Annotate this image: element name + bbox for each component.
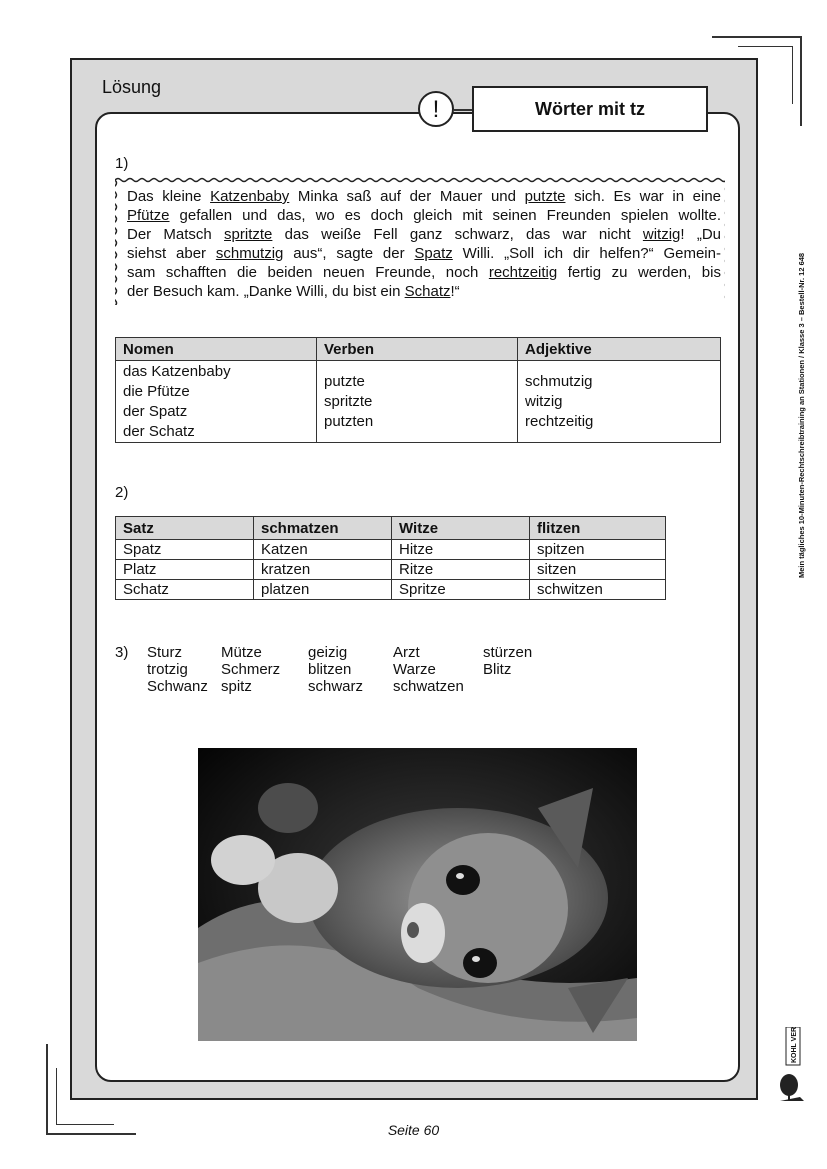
table-cell: Ritze bbox=[392, 560, 530, 580]
cell-word: der Spatz bbox=[123, 402, 188, 420]
word-type-table bbox=[115, 337, 721, 443]
word: Schmerz bbox=[221, 661, 281, 678]
cell-word: witzig bbox=[525, 392, 563, 410]
underlined-word: putzte bbox=[524, 188, 566, 205]
story-fragment: Minka saß auf der Mauer und bbox=[289, 188, 525, 205]
underlined-word: Pfütze bbox=[127, 207, 170, 224]
table-cell: Hitze bbox=[392, 540, 530, 560]
corner-line bbox=[46, 1044, 48, 1134]
table-row bbox=[116, 580, 666, 600]
table-cell bbox=[116, 361, 317, 443]
underlined-word: witzig bbox=[642, 226, 681, 243]
underlined-word: schmutzig bbox=[215, 245, 284, 262]
story-line bbox=[127, 225, 721, 244]
word: spitz bbox=[221, 678, 252, 695]
table-header: Adjektive bbox=[518, 338, 721, 361]
table-header: flitzen bbox=[530, 517, 666, 540]
story-line bbox=[127, 206, 721, 225]
page-number: Seite 60 bbox=[387, 1122, 440, 1138]
table-header: Witze bbox=[392, 517, 530, 540]
task-number: 2) bbox=[115, 484, 129, 501]
story-fragment: Willi. „Soll ich dir helfen?“ Gemein- bbox=[452, 245, 721, 262]
cell-word: putzten bbox=[324, 412, 374, 430]
page-title: Wörter mit tz bbox=[472, 86, 708, 132]
corner-line bbox=[56, 1068, 57, 1124]
table-row bbox=[116, 560, 666, 580]
table-cell: schwitzen bbox=[530, 580, 666, 600]
word: trotzig bbox=[147, 661, 188, 678]
story-fragment: sich. Es war in eine bbox=[565, 188, 722, 205]
table-cell: Platz bbox=[116, 560, 254, 580]
story-line bbox=[127, 187, 721, 206]
table-cell: Spatz bbox=[116, 540, 254, 560]
section-label: Lösung bbox=[102, 77, 162, 97]
table-cell: sitzen bbox=[530, 560, 666, 580]
story-line bbox=[127, 244, 721, 263]
story-line bbox=[127, 263, 721, 282]
word: Schwanz bbox=[147, 678, 208, 695]
task-number: 1) bbox=[115, 155, 129, 172]
story-fragment: gefallen und das, wo es doch gleich mit seinen Freunden spielen wollte. bbox=[169, 207, 721, 224]
story-fragment: fertig zu werden, bis bbox=[557, 264, 721, 281]
story-fragment: Das kleine bbox=[127, 188, 211, 205]
story-line bbox=[127, 282, 721, 301]
story-fragment: der Besuch kam. „Danke Willi, du bist ein bbox=[127, 283, 405, 300]
word: Blitz bbox=[483, 661, 512, 678]
story-fragment: das weiße Fell ganz schwarz, das war nicht bbox=[272, 226, 643, 243]
cell-word: schmutzig bbox=[525, 372, 593, 390]
cell-word: putzte bbox=[324, 372, 365, 390]
table-cell: Schatz bbox=[116, 580, 254, 600]
word: geizig bbox=[308, 644, 348, 661]
kitten-photo bbox=[198, 748, 637, 1041]
cell-word: das Katzenbaby bbox=[123, 362, 231, 380]
table-header: Satz bbox=[116, 517, 254, 540]
title-connector bbox=[454, 109, 472, 111]
word: schwatzen bbox=[393, 678, 464, 695]
word: Warze bbox=[393, 661, 436, 678]
cell-word: spritzte bbox=[324, 392, 373, 410]
word: Sturz bbox=[147, 644, 183, 661]
table-cell bbox=[518, 361, 721, 443]
cell-word: rechtzeitig bbox=[525, 412, 594, 430]
story-fragment: siehst aber bbox=[127, 245, 216, 262]
table-cell: Katzen bbox=[254, 540, 392, 560]
story-text bbox=[127, 187, 721, 301]
cell-word: die Pfütze bbox=[123, 382, 190, 400]
sidebar-text: Mein tägliches 10-Minuten-Rechtschreibtraining an Stationen / Klasse 3 – Bestell-Nr. 12 648 bbox=[797, 252, 806, 578]
underlined-word: spritzte bbox=[224, 226, 273, 243]
corner-line bbox=[738, 46, 792, 47]
exclamation-icon: ! bbox=[418, 91, 454, 127]
story-fragment: aus“, sagte der bbox=[283, 245, 415, 262]
word: Arzt bbox=[393, 644, 420, 661]
table-row bbox=[116, 540, 666, 560]
logo-text: KOHL VERLAG bbox=[791, 1027, 798, 1063]
underlined-word: rechtzeitig bbox=[488, 264, 558, 281]
table-header: Verben bbox=[317, 338, 518, 361]
word: blitzen bbox=[308, 661, 352, 678]
table-cell: spitzen bbox=[530, 540, 666, 560]
corner-line bbox=[712, 36, 800, 38]
task-number: 3) bbox=[115, 644, 129, 661]
word: Mütze bbox=[221, 644, 262, 661]
story-box bbox=[115, 177, 725, 305]
story-fragment: Der Matsch bbox=[127, 226, 225, 243]
table-cell: kratzen bbox=[254, 560, 392, 580]
table-cell: Spritze bbox=[392, 580, 530, 600]
corner-line bbox=[800, 36, 802, 126]
word: stürzen bbox=[483, 644, 533, 661]
table-header: Nomen bbox=[116, 338, 317, 361]
word-family-table bbox=[115, 516, 666, 600]
table-cell: platzen bbox=[254, 580, 392, 600]
corner-line bbox=[792, 46, 793, 104]
underlined-word: Schatz bbox=[404, 283, 451, 300]
story-fragment: ! „Du bbox=[680, 226, 721, 243]
table-header: schmatzen bbox=[254, 517, 392, 540]
underlined-word: Spatz bbox=[414, 245, 453, 262]
table-cell bbox=[317, 361, 518, 443]
underlined-word: Katzenbaby bbox=[210, 188, 290, 205]
publisher-logo bbox=[778, 1027, 808, 1110]
cell-word: der Schatz bbox=[123, 422, 195, 440]
story-fragment: sam schafften die beiden neuen Freunde, noch bbox=[127, 264, 489, 281]
story-fragment: !“ bbox=[450, 283, 460, 300]
word: schwarz bbox=[308, 678, 364, 695]
